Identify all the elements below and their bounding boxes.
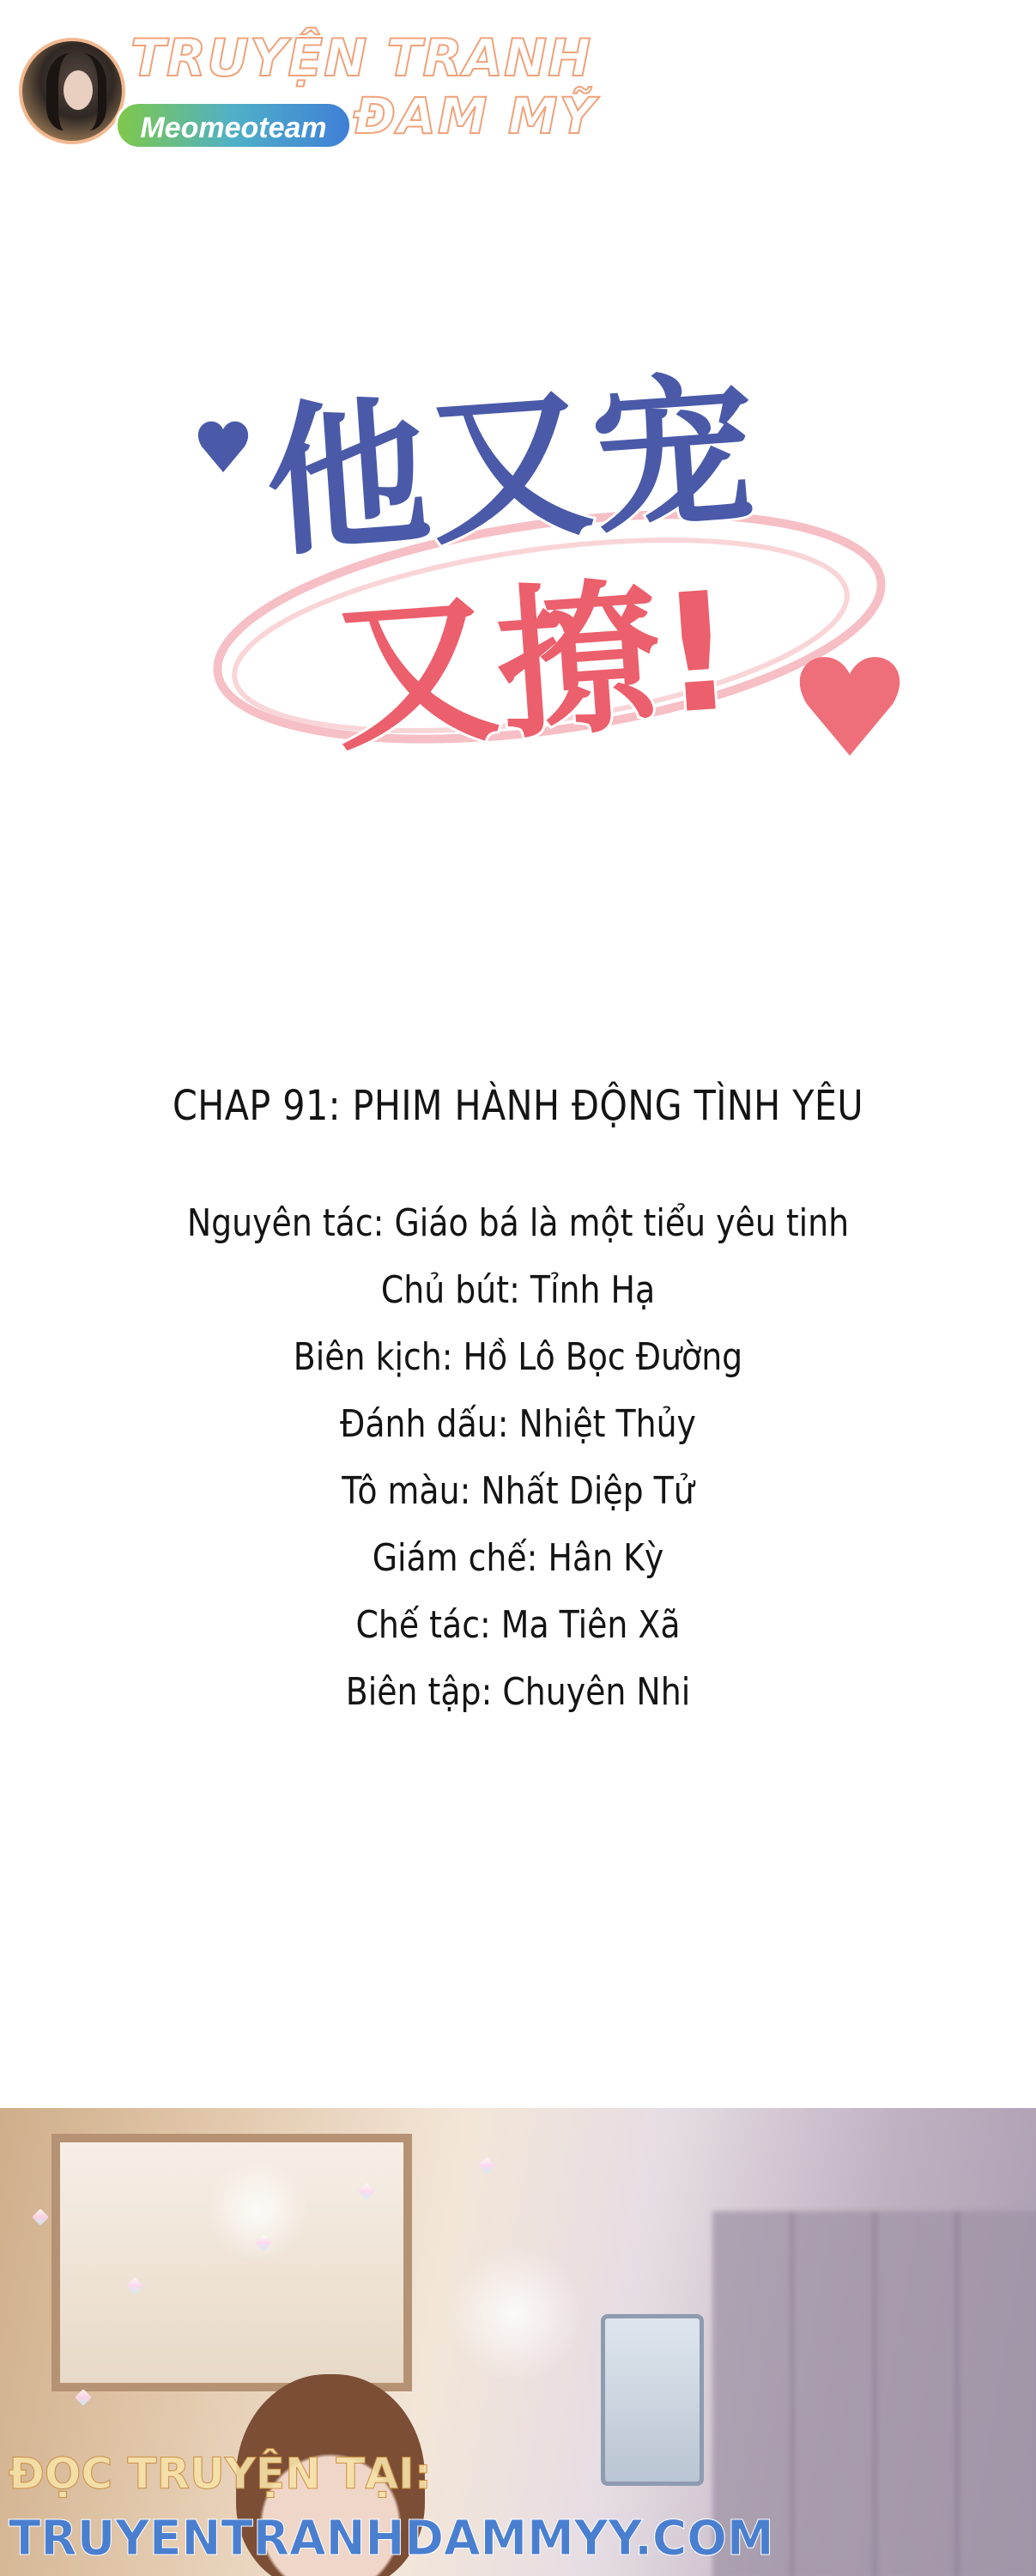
panel-sparkle xyxy=(32,2208,49,2226)
watermark-brand-line1: TRUYỆN TRANH xyxy=(130,28,592,88)
pink-heart-icon xyxy=(800,657,900,756)
watermark-brand-line2: ĐAM MỸ xyxy=(354,87,597,145)
comic-panel xyxy=(0,2108,1036,2576)
chapter-title: CHAP 91: PHIM HÀNH ĐỘNG TÌNH YÊU xyxy=(172,1082,864,1130)
panel-bin xyxy=(601,2314,704,2486)
credit-marker: Đánh dấu: Nhiệt Thủy xyxy=(340,1402,696,1446)
panel-sparkle xyxy=(75,2389,92,2406)
watermark-top xyxy=(19,28,620,155)
panel-sparkle xyxy=(478,2157,495,2174)
panel-bokeh xyxy=(446,2245,584,2383)
logo-line2: 又撩! xyxy=(328,556,742,774)
credit-supervisor: Giám chế: Hân Kỳ xyxy=(372,1536,664,1580)
credit-colorist: Tô màu: Nhất Diệp Tử xyxy=(342,1469,694,1513)
blue-heart-icon xyxy=(198,422,248,472)
credit-editor: Biên tập: Chuyên Nhi xyxy=(345,1670,691,1714)
panel-bokeh xyxy=(206,2160,309,2263)
credit-screenwriter: Biên kịch: Hồ Lô Bọc Đường xyxy=(293,1335,743,1379)
credit-main-artist: Chủ bút: Tỉnh Hạ xyxy=(380,1268,656,1312)
series-logo xyxy=(189,343,927,790)
credit-producer: Chế tác: Ma Tiên Xã xyxy=(355,1603,681,1647)
watermark-bottom-read-at: ĐỌC TRUYỆN TẠI: xyxy=(9,2449,432,2499)
series-logo-graphic xyxy=(189,343,927,790)
credit-original-work: Nguyên tác: Giáo bá là một tiểu yêu tinh xyxy=(186,1201,850,1245)
avatar xyxy=(19,38,125,144)
chapter-credits xyxy=(0,1082,1036,1726)
logo-line1: 他又宠 xyxy=(259,355,761,580)
watermark-bottom-site: TRUYENTRANHDAMMYY.COM xyxy=(9,2511,774,2567)
team-badge: Meomeoteam xyxy=(115,101,352,149)
